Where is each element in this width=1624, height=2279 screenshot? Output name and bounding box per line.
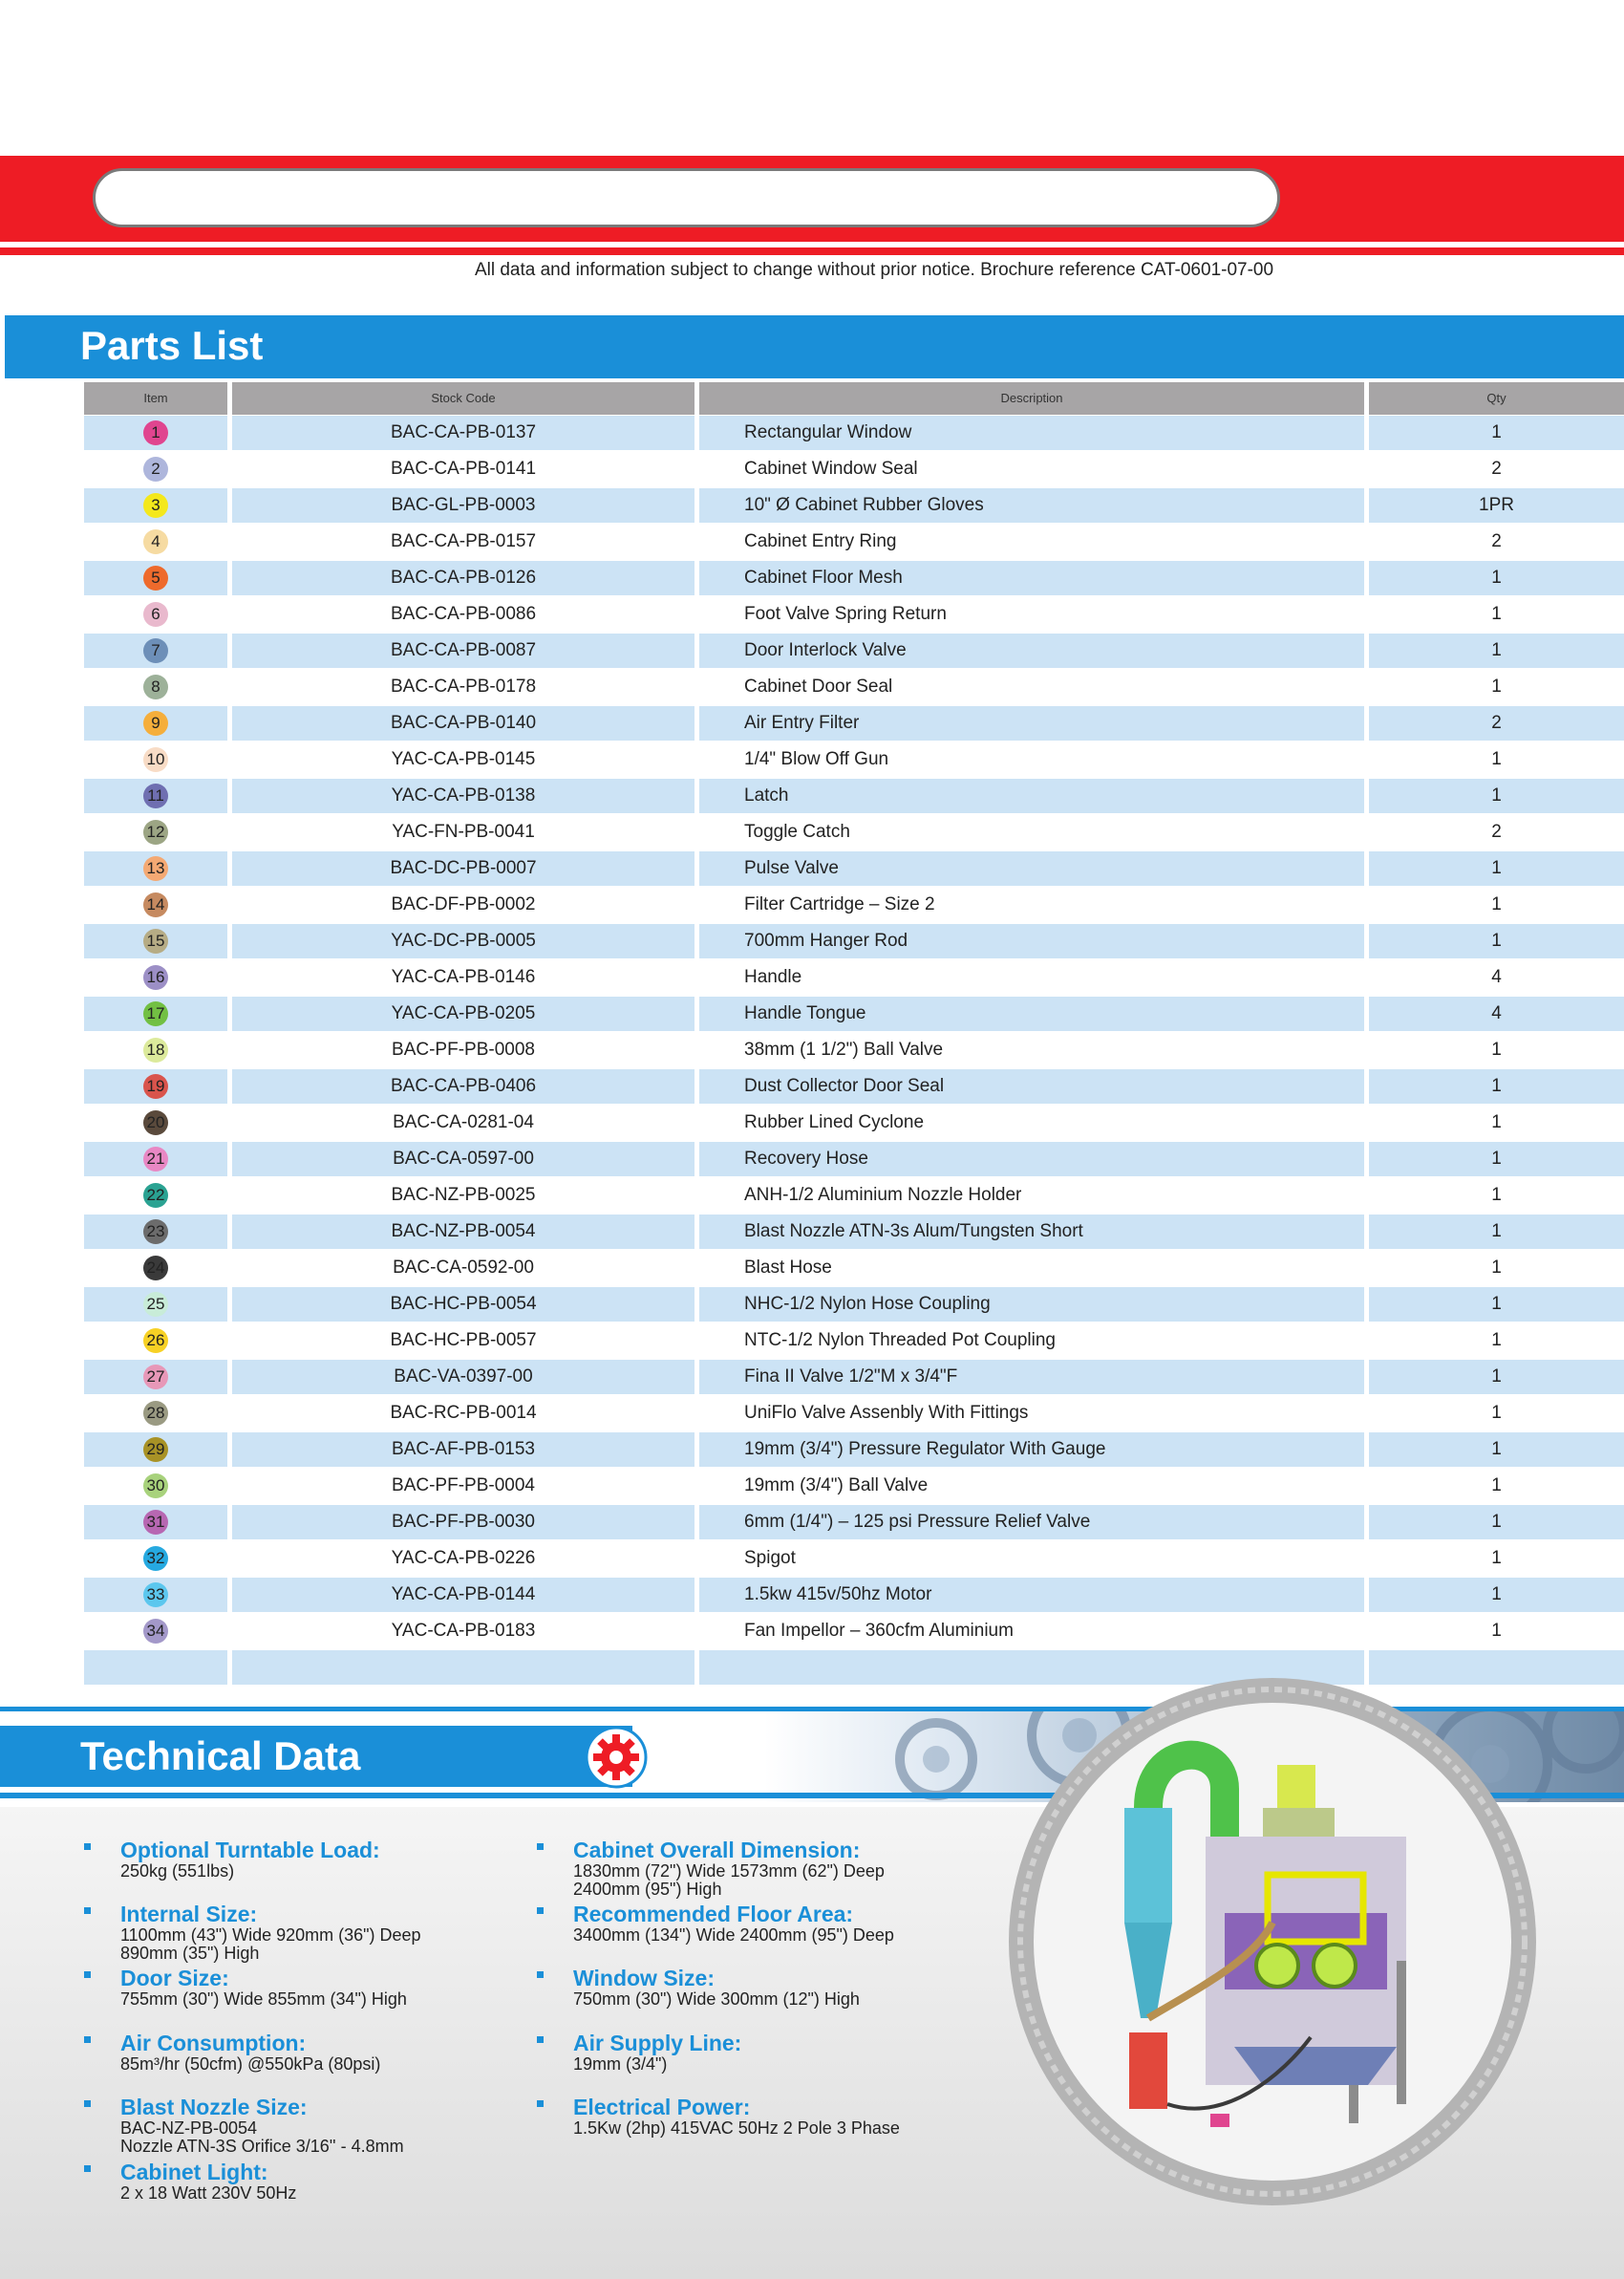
item-number-badge: 28 (143, 1401, 168, 1426)
spec-label: Cabinet Light: (120, 2160, 268, 2184)
cell-item (84, 1614, 227, 1648)
cell-item (84, 1287, 227, 1322)
cell-item (84, 670, 227, 704)
table-row (84, 1431, 1540, 1468)
table-row (84, 415, 1540, 451)
spec-label: Electrical Power: (573, 2095, 751, 2119)
cell-item (84, 1541, 227, 1576)
cell-description: Filter Cartridge – Size 2 (699, 888, 1364, 922)
cell-item (84, 1578, 227, 1612)
cell-stock-code: BAC-CA-PB-0137 (232, 416, 694, 450)
item-number-badge: 33 (143, 1582, 168, 1607)
item-number-badge: 17 (143, 1001, 168, 1026)
cell-description: Recovery Hose (699, 1142, 1364, 1176)
cell-item (84, 416, 227, 450)
cell-item (84, 997, 227, 1031)
cell-description: Cabinet Window Seal (699, 452, 1364, 486)
item-number-badge: 8 (143, 675, 168, 699)
col-header-item: Item (84, 382, 227, 415)
cell-description: 700mm Hanger Rod (699, 924, 1364, 958)
item-number-badge: 23 (143, 1219, 168, 1244)
parts-list-title: Parts List (80, 323, 264, 368)
spec-label: Optional Turntable Load: (120, 1838, 380, 1862)
cell-qty: 2 (1369, 706, 1624, 741)
item-number-badge: 34 (143, 1619, 168, 1644)
cell-stock-code: BAC-DC-PB-0007 (232, 851, 694, 886)
cell-item (84, 1178, 227, 1213)
cell-stock-code: BAC-CA-PB-0406 (232, 1069, 694, 1104)
table-row (84, 451, 1540, 487)
bullet-icon (84, 2165, 91, 2172)
spec-item (120, 1838, 380, 1881)
spec-value: Nozzle ATN-3S Orifice 3/16'' - 4.8mm (120, 2137, 404, 2156)
item-number-badge: 13 (143, 856, 168, 881)
table-row (84, 1068, 1540, 1105)
table-row (84, 633, 1540, 669)
cell-description: Door Interlock Valve (699, 634, 1364, 668)
cell-stock-code: BAC-HC-PB-0057 (232, 1323, 694, 1358)
cell-item (84, 888, 227, 922)
cell-qty: 1 (1369, 1251, 1624, 1285)
table-row (84, 596, 1540, 633)
item-number-badge: 5 (143, 566, 168, 591)
spec-item (573, 1966, 860, 2009)
table-row (84, 742, 1540, 778)
item-number-badge: 18 (143, 1038, 168, 1063)
cell-description: 19mm (3/4") Ball Valve (699, 1469, 1364, 1503)
parts-table-body (84, 415, 1540, 1686)
item-number-badge: 32 (143, 1546, 168, 1571)
table-row (84, 1214, 1540, 1250)
item-number-badge: 27 (143, 1365, 168, 1389)
tech-data-title: Technical Data (80, 1733, 361, 1778)
table-row (84, 1577, 1540, 1613)
item-number-badge: 16 (143, 965, 168, 990)
bullet-icon (537, 2100, 544, 2107)
item-number-badge: 19 (143, 1074, 168, 1099)
cell-stock-code: YAC-CA-PB-0145 (232, 742, 694, 777)
cell-stock-code: YAC-CA-PB-0144 (232, 1578, 694, 1612)
cell-qty: 1 (1369, 1142, 1624, 1176)
table-row (84, 850, 1540, 887)
cell-item (84, 779, 227, 813)
cell-qty: 1 (1369, 634, 1624, 668)
table-row (84, 1504, 1540, 1540)
cell-item (84, 1396, 227, 1430)
cell-stock-code: BAC-NZ-PB-0025 (232, 1178, 694, 1213)
spec-value: 890mm (35") High (120, 1944, 260, 1963)
cell-description: Rectangular Window (699, 416, 1364, 450)
table-row (84, 1105, 1540, 1141)
cell-qty: 1 (1369, 1614, 1624, 1648)
cell-stock-code: BAC-PF-PB-0004 (232, 1469, 694, 1503)
cell-stock-code: BAC-AF-PB-0153 (232, 1432, 694, 1467)
cell-stock-code: BAC-RC-PB-0014 (232, 1396, 694, 1430)
spec-label: Recommended Floor Area: (573, 1902, 854, 1926)
table-row (84, 524, 1540, 560)
cell-stock-code: YAC-CA-PB-0205 (232, 997, 694, 1031)
cell-stock-code: BAC-PF-PB-0030 (232, 1505, 694, 1539)
spec-value: 2 x 18 Watt 230V 50Hz (120, 2183, 297, 2203)
table-row (84, 959, 1540, 996)
cell-qty: 1 (1369, 416, 1624, 450)
item-number-badge: 29 (143, 1437, 168, 1462)
header-red-stripe (0, 247, 1624, 255)
spec-item (573, 2095, 900, 2138)
cell-stock-code: BAC-CA-0281-04 (232, 1106, 694, 1140)
spec-item (120, 2095, 404, 2156)
bullet-icon (537, 1843, 544, 1850)
item-number-badge: 26 (143, 1328, 168, 1353)
cell-description: Blast Nozzle ATN-3s Alum/Tungsten Short (699, 1215, 1364, 1249)
cell-qty: 4 (1369, 997, 1624, 1031)
spec-item (573, 1902, 894, 1945)
header-title-pill (93, 168, 1280, 227)
cell-item (84, 452, 227, 486)
cell-item (84, 634, 227, 668)
cell-description: Latch (699, 779, 1364, 813)
item-number-badge: 1 (143, 420, 168, 445)
table-row (84, 1322, 1540, 1359)
spec-value: 19mm (3/4") (573, 2054, 668, 2074)
table-row (84, 1540, 1540, 1577)
cell-description: Fan Impellor – 360cfm Aluminium (699, 1614, 1364, 1648)
item-number-badge: 9 (143, 711, 168, 736)
cell-description: Handle Tongue (699, 997, 1364, 1031)
cell-item (84, 1432, 227, 1467)
cell-description: Pulse Valve (699, 851, 1364, 886)
cell-qty: 2 (1369, 815, 1624, 849)
item-number-badge: 30 (143, 1473, 168, 1498)
cell-stock-code: BAC-HC-PB-0054 (232, 1287, 694, 1322)
cell-stock-code: BAC-CA-PB-0157 (232, 525, 694, 559)
cell-stock-code: BAC-NZ-PB-0054 (232, 1215, 694, 1249)
cell-qty: 1 (1369, 1541, 1624, 1576)
col-header-stock-code: Stock Code (232, 382, 694, 415)
item-number-badge: 14 (143, 892, 168, 917)
cell-item (84, 924, 227, 958)
cell-item (84, 1505, 227, 1539)
table-row (84, 705, 1540, 742)
cell-stock-code: YAC-CA-PB-0183 (232, 1614, 694, 1648)
table-row (84, 1177, 1540, 1214)
parts-table-header (84, 382, 1540, 415)
cell-stock-code: BAC-VA-0397-00 (232, 1360, 694, 1394)
bullet-icon (84, 1971, 91, 1978)
cell-description: 1.5kw 415v/50hz Motor (699, 1578, 1364, 1612)
spec-value: 1100mm (43") Wide 920mm (36") Deep (120, 1925, 421, 1945)
cell-stock-code: BAC-CA-0592-00 (232, 1251, 694, 1285)
spec-value: BAC-NZ-PB-0054 (120, 2118, 258, 2138)
spec-value: 755mm (30") Wide 855mm (34") High (120, 1989, 407, 2009)
table-row (84, 996, 1540, 1032)
cell-qty: 1 (1369, 1432, 1624, 1467)
spec-label: Door Size: (120, 1966, 229, 1990)
item-number-badge: 7 (143, 638, 168, 663)
spec-item (120, 1966, 407, 2009)
cell-qty: 1 (1369, 1033, 1624, 1067)
cell-stock-code: YAC-DC-PB-0005 (232, 924, 694, 958)
cell-item (84, 597, 227, 632)
cell-description: Rubber Lined Cyclone (699, 1106, 1364, 1140)
table-row (84, 1359, 1540, 1395)
spec-value: 750mm (30") Wide 300mm (12") High (573, 1989, 860, 2009)
cell-description: Toggle Catch (699, 815, 1364, 849)
cell-item (84, 1469, 227, 1503)
cell-qty: 1 (1369, 742, 1624, 777)
spec-label: Window Size: (573, 1966, 716, 1990)
cell-qty: 1 (1369, 1215, 1624, 1249)
cell-qty: 1 (1369, 779, 1624, 813)
cell-description: 6mm (1/4") – 125 psi Pressure Relief Valve (699, 1505, 1364, 1539)
cell-description: Cabinet Entry Ring (699, 525, 1364, 559)
item-number-badge: 31 (143, 1510, 168, 1535)
spec-label: Air Supply Line: (573, 2031, 742, 2055)
table-row (84, 778, 1540, 814)
item-number-badge: 4 (143, 529, 168, 554)
item-number-badge: 12 (143, 820, 168, 845)
cell-qty: 1 (1369, 1396, 1624, 1430)
spec-value: 250kg (551lbs) (120, 1861, 235, 1881)
item-number-badge: 2 (143, 457, 168, 482)
spec-label: Air Consumption: (120, 2031, 307, 2055)
cell-item (84, 1142, 227, 1176)
item-number-badge: 24 (143, 1256, 168, 1280)
item-number-badge: 22 (143, 1183, 168, 1208)
spec-item (120, 2160, 296, 2203)
cell-stock-code: BAC-CA-PB-0086 (232, 597, 694, 632)
item-number-badge: 10 (143, 747, 168, 772)
table-row (84, 1613, 1540, 1649)
spec-value: 2400mm (95") High (573, 1880, 722, 1899)
spec-label: Blast Nozzle Size: (120, 2095, 308, 2119)
table-row (84, 887, 1540, 923)
table-row (84, 487, 1540, 524)
cell-qty: 2 (1369, 525, 1624, 559)
spec-item (573, 2031, 741, 2074)
table-row (84, 1032, 1540, 1068)
table-row (84, 1286, 1540, 1322)
cell-item (84, 742, 227, 777)
table-row (84, 560, 1540, 596)
bullet-icon (84, 2036, 91, 2043)
cell-item (84, 1033, 227, 1067)
cell-item (84, 525, 227, 559)
cell-description: Spigot (699, 1541, 1364, 1576)
bullet-icon (537, 1907, 544, 1914)
item-number-badge: 15 (143, 929, 168, 954)
cell-description: NHC-1/2 Nylon Hose Coupling (699, 1287, 1364, 1322)
cell-stock-code: BAC-CA-PB-0140 (232, 706, 694, 741)
item-number-badge: 6 (143, 602, 168, 627)
cell-stock-code: BAC-DF-PB-0002 (232, 888, 694, 922)
table-row (84, 923, 1540, 959)
cell-qty: 4 (1369, 960, 1624, 995)
col-header-qty: Qty (1369, 382, 1624, 415)
cell-description: Air Entry Filter (699, 706, 1364, 741)
spec-item (120, 2031, 380, 2074)
cell-item (84, 1360, 227, 1394)
spec-value: 1830mm (72") Wide 1573mm (62") Deep (573, 1861, 885, 1881)
cell-qty: 1 (1369, 1106, 1624, 1140)
notice-text: All data and information subject to change without prior notice. Brochure reference CAT-0601-07-00 (474, 260, 1274, 280)
cell-stock-code: BAC-CA-PB-0141 (232, 452, 694, 486)
cell-qty: 1 (1369, 561, 1624, 595)
cell-description: Blast Hose (699, 1251, 1364, 1285)
cell-item (84, 960, 227, 995)
cell-item (84, 1215, 227, 1249)
cell-description: 10" Ø Cabinet Rubber Gloves (699, 488, 1364, 523)
cell-qty: 1 (1369, 1069, 1624, 1104)
cell-qty: 1 (1369, 1469, 1624, 1503)
cell-item (84, 1069, 227, 1104)
cell-qty: 1 (1369, 851, 1624, 886)
cell-description: Dust Collector Door Seal (699, 1069, 1364, 1104)
spec-item (573, 1838, 885, 1899)
cell-item (84, 706, 227, 741)
cell-item (84, 488, 227, 523)
cell-stock-code: BAC-CA-PB-0178 (232, 670, 694, 704)
cell-stock-code: YAC-CA-PB-0226 (232, 1541, 694, 1576)
cell-stock-code: BAC-CA-0597-00 (232, 1142, 694, 1176)
cell-qty: 1 (1369, 888, 1624, 922)
cell-description: Handle (699, 960, 1364, 995)
cell-item (84, 561, 227, 595)
table-row (84, 1468, 1540, 1504)
cell-qty: 1 (1369, 670, 1624, 704)
cell-description: Fina II Valve 1/2"M x 3/4"F (699, 1360, 1364, 1394)
parts-table (84, 382, 1540, 1686)
cell-qty: 1 (1369, 597, 1624, 632)
spec-value: 85m³/hr (50cfm) @550kPa (80psi) (120, 2054, 381, 2074)
cell-item (84, 1323, 227, 1358)
bullet-icon (84, 1843, 91, 1850)
cell-description: Foot Valve Spring Return (699, 597, 1364, 632)
table-row (84, 1141, 1540, 1177)
cell-qty: 1 (1369, 1178, 1624, 1213)
table-row (84, 669, 1540, 705)
bullet-icon (537, 1971, 544, 1978)
cell-qty: 2 (1369, 452, 1624, 486)
cell-item (84, 1106, 227, 1140)
item-number-badge: 11 (143, 784, 168, 808)
bullet-icon (537, 2036, 544, 2043)
table-row (84, 1250, 1540, 1286)
bullet-icon (84, 2100, 91, 2107)
item-number-badge: 20 (143, 1110, 168, 1135)
spec-value: 1.5Kw (2hp) 415VAC 50Hz 2 Pole 3 Phase (573, 2118, 900, 2138)
cell-item (84, 1650, 227, 1685)
cell-qty: 1 (1369, 924, 1624, 958)
cell-description: ANH-1/2 Aluminium Nozzle Holder (699, 1178, 1364, 1213)
table-row (84, 814, 1540, 850)
cell-qty: 1 (1369, 1287, 1624, 1322)
cell-stock-code: BAC-PF-PB-0008 (232, 1033, 694, 1067)
cell-qty: 1 (1369, 1578, 1624, 1612)
cell-description: UniFlo Valve Assenbly With Fittings (699, 1396, 1364, 1430)
blast-cabinet-illustration (1005, 1674, 1540, 2209)
gear-icon (585, 1726, 648, 1789)
cell-description: Cabinet Door Seal (699, 670, 1364, 704)
cell-description: 38mm (1 1/2") Ball Valve (699, 1033, 1364, 1067)
spec-label: Internal Size: (120, 1902, 258, 1926)
cell-item (84, 851, 227, 886)
spec-item (120, 1902, 421, 1963)
cell-qty: 1 (1369, 1360, 1624, 1394)
spec-label: Cabinet Overall Dimension: (573, 1838, 861, 1862)
cell-stock-code: BAC-CA-PB-0087 (232, 634, 694, 668)
cell-stock-code (232, 1650, 694, 1685)
item-number-badge: 21 (143, 1147, 168, 1172)
cell-item (84, 815, 227, 849)
cell-stock-code: BAC-GL-PB-0003 (232, 488, 694, 523)
cell-description: 1/4" Blow Off Gun (699, 742, 1364, 777)
item-number-badge: 3 (143, 493, 168, 518)
cell-stock-code: YAC-CA-PB-0146 (232, 960, 694, 995)
spec-value: 3400mm (134") Wide 2400mm (95") Deep (573, 1925, 894, 1945)
item-number-badge: 25 (143, 1292, 168, 1317)
cell-qty: 1PR (1369, 488, 1624, 523)
table-row (84, 1395, 1540, 1431)
cell-qty: 1 (1369, 1323, 1624, 1358)
cell-qty: 1 (1369, 1505, 1624, 1539)
bullet-icon (84, 1907, 91, 1914)
cell-stock-code: BAC-CA-PB-0126 (232, 561, 694, 595)
cell-description: Cabinet Floor Mesh (699, 561, 1364, 595)
cell-stock-code: YAC-CA-PB-0138 (232, 779, 694, 813)
cell-stock-code: YAC-FN-PB-0041 (232, 815, 694, 849)
col-header-description: Description (699, 382, 1364, 415)
cell-description: 19mm (3/4") Pressure Regulator With Gauge (699, 1432, 1364, 1467)
cell-item (84, 1251, 227, 1285)
cell-description: NTC-1/2 Nylon Threaded Pot Coupling (699, 1323, 1364, 1358)
